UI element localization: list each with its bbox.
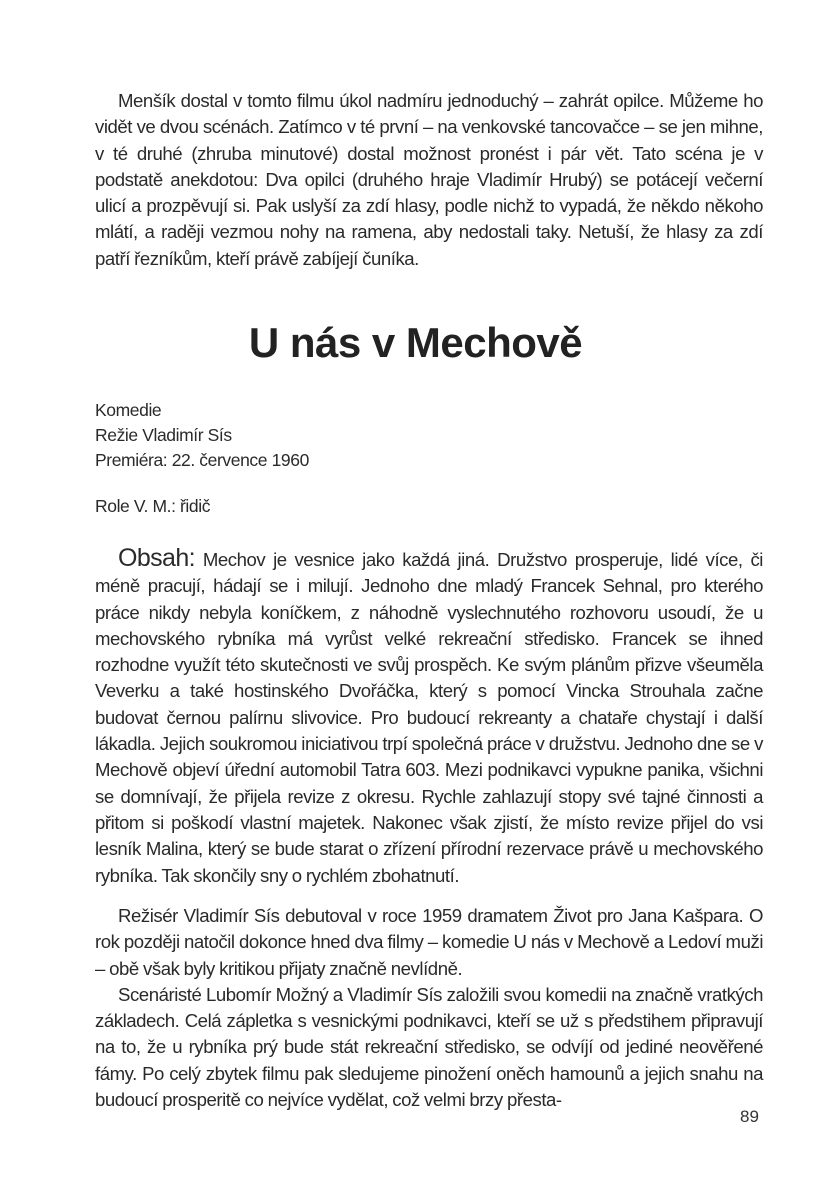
synopsis-text: Mechov je vesnice jako každá jiná. Družstvo prosperuje, lidé více, či méně pracují, hádají se i milují. Jednoho dne mladý Francek Sehnal, pro kterého práce nikdy nebyla koníčkem, z náhodně vyslechnutého rozhovoru usoudí, že u mechovského rybníka má vyrůst velké rekreační středisko. Francek se ihned rozhodne využít této skutečnosti ve svůj prospěch. Ke svým plánům přizve všeuměla Veverku a také hostinského Dvořáčka, který s pomocí Vincka Strouhala začne budovat černou palírnu slivovice. Pro budoucí rekreanty a chataře chystají i další lákadla. Jejich soukromou iniciativou trpí společná práce v družstvu. Jednoho dne se v Mechově objeví úřední automobil Tatra 603. Mezi podnikavci vypukne panika, všichni se domnívají, že přijela revize z okresu. Rychle zahlazují stopy své tajné činnosti a přitom si poškodí vlastní majetek. Nakonec však zjistí, že místo revize přijel do vsi lesník Malina, který se bude starat o zřízení přírodní rezervace právě u mechovského rybníka. Tak skončily sny o rychlém zbohatnutí. [95,549,763,886]
film-director: Režie Vladimír Sís [95,425,232,445]
synopsis-paragraph [95,545,763,889]
film-genre: Komedie [95,400,162,420]
film-premiere: Premiéra: 22. července 1960 [95,450,309,470]
review-paragraph: Režisér Vladimír Sís debutoval v roce 1959 dramatem Život pro Jana Kašpara. O rok později natočil dokonce hned dva filmy – komedie U nás v Mechově a Ledoví muži – obě však byly kritikou přijaty značně nevlídně. [95,905,763,979]
film-info [95,398,309,473]
page-number: 89 [740,1107,759,1126]
review-paragraph: Scenáristé Lubomír Možný a Vladimír Sís založili svou komedii na značně vratkých základech. Celá zápletka s vesnickými podnikavci, kteří se už s předstihem připravují na to, že u rybníka prý bude stát rekreační středisko, se odvíjí od jediné neověřené fámy. Po celý zbytek filmu pak sledujeme pinožení oněch hamounů a jejich snahu na budoucí prosperitě co nejvíce vydělat, což velmi brzy přesta- [95,983,763,1111]
film-role: Role V. M.: řidič [95,496,211,516]
synopsis-label: Obsah: [118,544,196,572]
intro-paragraph: Menšík dostal v tomto filmu úkol nadmíru jednoduchý – zahrát opilce. Můžeme ho vidět ve dvou scénách. Zatímco v té první – na venkovské tancovačce – se jen mihne, v té druhé (zhruba minutové) dostal možnost pronést i pár vět. Tato scéna je v podstatě anekdotou: Dva opilci (druhého hraje Vladimír Hrubý) se potácejí večerní ulicí a prozpěvují si. Pak uslyší za zdí hlasy, podle nichž to vypadá, že někdo někoho mlátí, a raději vezmou nohy na ramena, aby nedostali taky. Netuší, že hlasy za zdí patří řezníkům, kteří právě zabíjejí čuníka. [95,90,763,269]
intro-section [95,88,763,272]
section-title: U nás v Mechově [248,319,583,366]
synopsis-section [95,545,763,889]
review-section [95,903,763,1113]
